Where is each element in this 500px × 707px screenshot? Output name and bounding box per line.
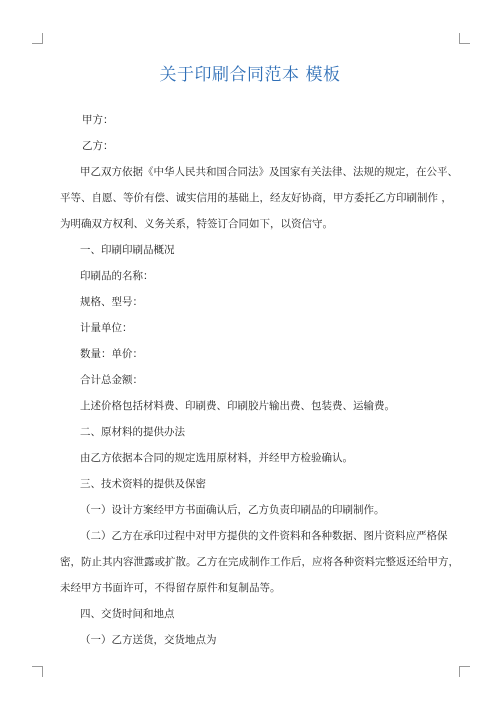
- field-quantity-price: 数量：单价：: [80, 348, 143, 360]
- field-spec-model: 规格、型号：: [80, 296, 143, 308]
- crop-mark-top-right: [459, 33, 470, 44]
- field-total-amount: 合计总金额：: [80, 374, 143, 386]
- price-includes-line: 上述价格包括材料费、印刷费、印刷胶片输出费、包装费、运输费。: [80, 400, 395, 412]
- crop-mark-bottom-right: [459, 666, 470, 677]
- clause-3-2-line-2: 密，防止其内容泄露或扩散。乙方在完成制作工作后，应将各种资料完整返还给甲方，: [60, 556, 459, 568]
- intro-paragraph-line-2: 平等、自愿、等价有偿、诚实信用的基础上，经友好协商，甲方委托乙方印刷制作 ，: [60, 192, 452, 204]
- crop-mark-top-left: [32, 33, 43, 44]
- field-unit: 计量单位：: [80, 322, 133, 334]
- section-heading-4: 四、交货时间和地点: [80, 608, 175, 620]
- clause-3-1: （一）设计方案经甲方书面确认后，乙方负责印刷品的印刷制作。: [80, 504, 385, 516]
- clause-3-2-line-1: （二）乙方在承印过程中对甲方提供的文件资料和各种数据、图片资料应严格保: [80, 530, 448, 542]
- party-a-line: 甲方：: [82, 114, 114, 126]
- intro-paragraph-line-3: 为明确双方权利、义务关系，特签订合同如下，以资信守。: [60, 218, 333, 230]
- section-heading-1: 一、印刷印刷品概况: [80, 244, 175, 256]
- document-title: 关于印刷合同范本 模板: [159, 65, 341, 85]
- clause-4-1: （一）乙方送货，交货地点为: [80, 634, 217, 646]
- intro-paragraph-line-1: 甲乙双方依据《中华人民共和国合同法》及国家有关法律、法规的规定，在公平、: [80, 166, 458, 178]
- materials-line: 由乙方依据本合同的规定选用原材料，并经甲方检验确认。: [80, 452, 353, 464]
- party-b-line: 乙方：: [82, 140, 114, 152]
- section-heading-3: 三、技术资料的提供及保密: [80, 478, 206, 490]
- crop-mark-bottom-left: [32, 666, 43, 677]
- section-heading-2: 二、原材料的提供办法: [80, 426, 185, 438]
- field-product-name: 印刷品的名称：: [80, 270, 154, 282]
- clause-3-2-line-3: 未经甲方书面许可，不得留存原件和复制品等。: [60, 582, 281, 594]
